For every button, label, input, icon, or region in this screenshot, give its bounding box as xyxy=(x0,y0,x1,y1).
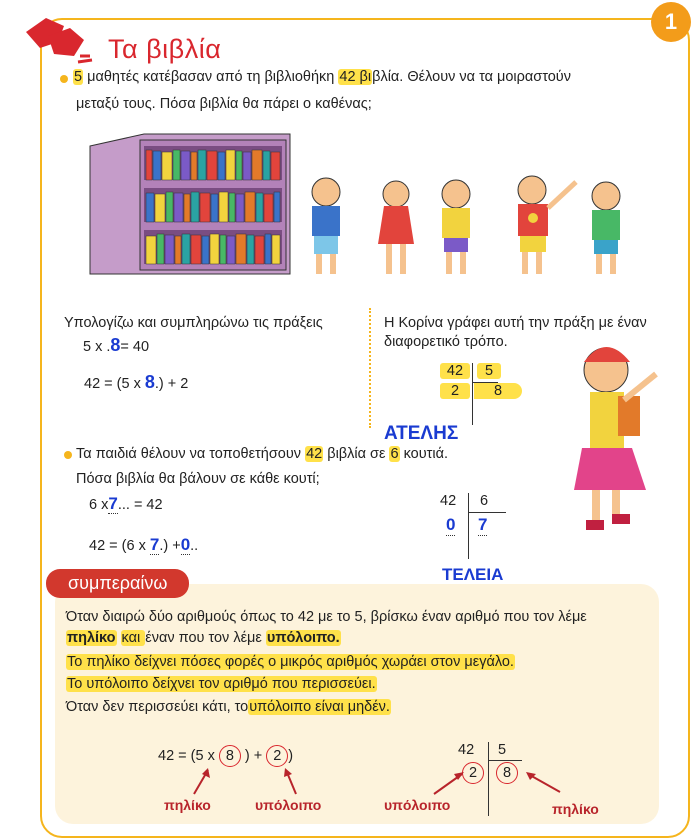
korina-division: 42 2 5 8 xyxy=(440,363,522,399)
boxes-division: 42 6 0 7 xyxy=(440,493,510,563)
book-spine xyxy=(191,235,201,264)
book-spine xyxy=(256,193,263,222)
book-spine xyxy=(166,192,173,222)
boxes-eq-1: 6 x7... = 42 xyxy=(89,494,163,513)
conclusion-line-5: Όταν δεν περισσεύει κάτι, τουπόλοιπο είναι μηδέν. xyxy=(66,699,390,715)
book-spine xyxy=(157,234,164,264)
label-div-remainder: υπόλοιπο xyxy=(384,797,451,813)
label-div-quotient: πηλίκο xyxy=(552,801,599,817)
page-title: Τα βιβλία xyxy=(108,34,222,64)
book-spine xyxy=(191,192,199,222)
page-number: 1 xyxy=(651,2,691,42)
book-spine xyxy=(271,152,280,180)
conclusion-line-2: πηλίκο και έναν που τον λέμε υπόλοιπο. xyxy=(67,630,340,646)
book-spine xyxy=(226,150,235,180)
book-spine xyxy=(155,194,165,222)
label-incomplete: ΑΤΕΛΗΣ xyxy=(384,423,459,444)
bullet-icon xyxy=(60,75,68,83)
column-separator xyxy=(369,308,371,428)
bookcase-illustration xyxy=(84,132,294,284)
book-spine xyxy=(255,236,264,264)
book-spine xyxy=(153,151,161,180)
book-spine xyxy=(184,194,190,222)
boxes-eq-2: 42 = (6 x 7.) +0.. xyxy=(89,535,199,554)
book-spine xyxy=(146,150,152,180)
korina-line-1: Η Κορίνα γράφει αυτή την πράξη με έναν xyxy=(384,315,647,331)
intro-line-2: μεταξύ τους. Πόσα βιβλία θα πάρει ο καθένας; xyxy=(76,96,372,112)
bullet-icon-2 xyxy=(64,451,72,459)
book-spine xyxy=(263,151,270,180)
book-spine xyxy=(162,152,172,180)
book-spine xyxy=(146,236,156,264)
book-spine xyxy=(229,193,235,222)
boxes-line-1: Τα παιδιά θέλουν να τοποθετήσουν 42 βιβλία σε 6 κουτιά. xyxy=(76,446,449,462)
book-spine xyxy=(207,151,217,180)
book-spine xyxy=(173,150,180,180)
conclusion-line-3: Το πηλίκο δείχνει πόσες φορές ο μικρός αριθμός χωράει στον μεγάλο. xyxy=(67,654,514,670)
book-spine xyxy=(219,192,228,222)
book-spine xyxy=(191,152,197,180)
book-spine xyxy=(211,194,218,222)
boxes-question: Πόσα βιβλία θα βάλουν σε κάθε κουτί; xyxy=(76,471,320,487)
books-emblem-icon xyxy=(18,12,100,64)
calc-eq-1: 5 x .8= 40 xyxy=(83,335,150,355)
book-spine xyxy=(202,236,209,264)
conclusion-line-1: Όταν διαιρώ δύο αριθμούς όπως το 42 με το 5, βρίσκω έναν αριθμό που τον λέμε xyxy=(66,609,587,625)
circled-quotient: 8 xyxy=(219,745,241,767)
children-illustration xyxy=(296,172,641,282)
book-spine xyxy=(220,235,226,264)
conclusion-division: 42 5 2 8 xyxy=(458,742,538,818)
book-spine xyxy=(146,193,154,222)
book-spine xyxy=(245,192,255,222)
label-remainder: υπόλοιπο xyxy=(255,797,322,813)
book-spine xyxy=(264,194,273,222)
book-spine xyxy=(218,152,225,180)
calc-eq-2: 42 = (5 x 8.) + 2 xyxy=(84,372,189,392)
book-spine xyxy=(182,234,190,264)
book-spine xyxy=(165,235,174,264)
korina-line-2: διαφορετικό τρόπο. xyxy=(384,334,508,350)
book-spine xyxy=(247,235,254,264)
intro-line-1: 5 μαθητές κατέβασαν από τη βιβλιοθήκη 42 βιβλία. Θέλουν να τα μοιραστούν xyxy=(74,69,571,85)
conclusion-line-4: Το υπόλοιπο δείχνει τον αριθμό που περισσεύει. xyxy=(67,676,376,692)
conclusion-equation: 42 = (5 x 8 ) + 2 ) xyxy=(158,745,293,767)
students-count: 5 xyxy=(74,69,83,85)
book-spine xyxy=(236,194,244,222)
label-quotient: πηλίκο xyxy=(164,797,211,813)
book-spine xyxy=(227,236,235,264)
book-spine xyxy=(236,151,242,180)
answer-8: 8 xyxy=(110,335,121,355)
book-spine xyxy=(210,234,219,264)
book-spine xyxy=(265,234,271,264)
book-spine xyxy=(181,151,190,180)
girl-illustration xyxy=(560,340,690,550)
book-spine xyxy=(175,236,181,264)
book-spine xyxy=(274,192,280,222)
book-spine xyxy=(252,150,262,180)
division-arrows xyxy=(420,762,580,802)
book-spine xyxy=(200,193,210,222)
circled-remainder: 2 xyxy=(266,745,288,767)
label-complete: ΤΕΛΕΙΑ xyxy=(442,565,504,584)
books-count: 42 βι xyxy=(339,69,372,85)
calc-heading: Υπολογίζω και συμπληρώνω τις πράξεις xyxy=(64,315,323,331)
conclusion-tab: συμπεραίνω xyxy=(46,569,189,598)
book-spine xyxy=(198,150,206,180)
book-spine xyxy=(236,234,246,264)
answer-8b: 8 xyxy=(144,372,155,392)
book-spine xyxy=(243,152,251,180)
book-spine xyxy=(272,235,280,264)
book-spine xyxy=(174,193,183,222)
